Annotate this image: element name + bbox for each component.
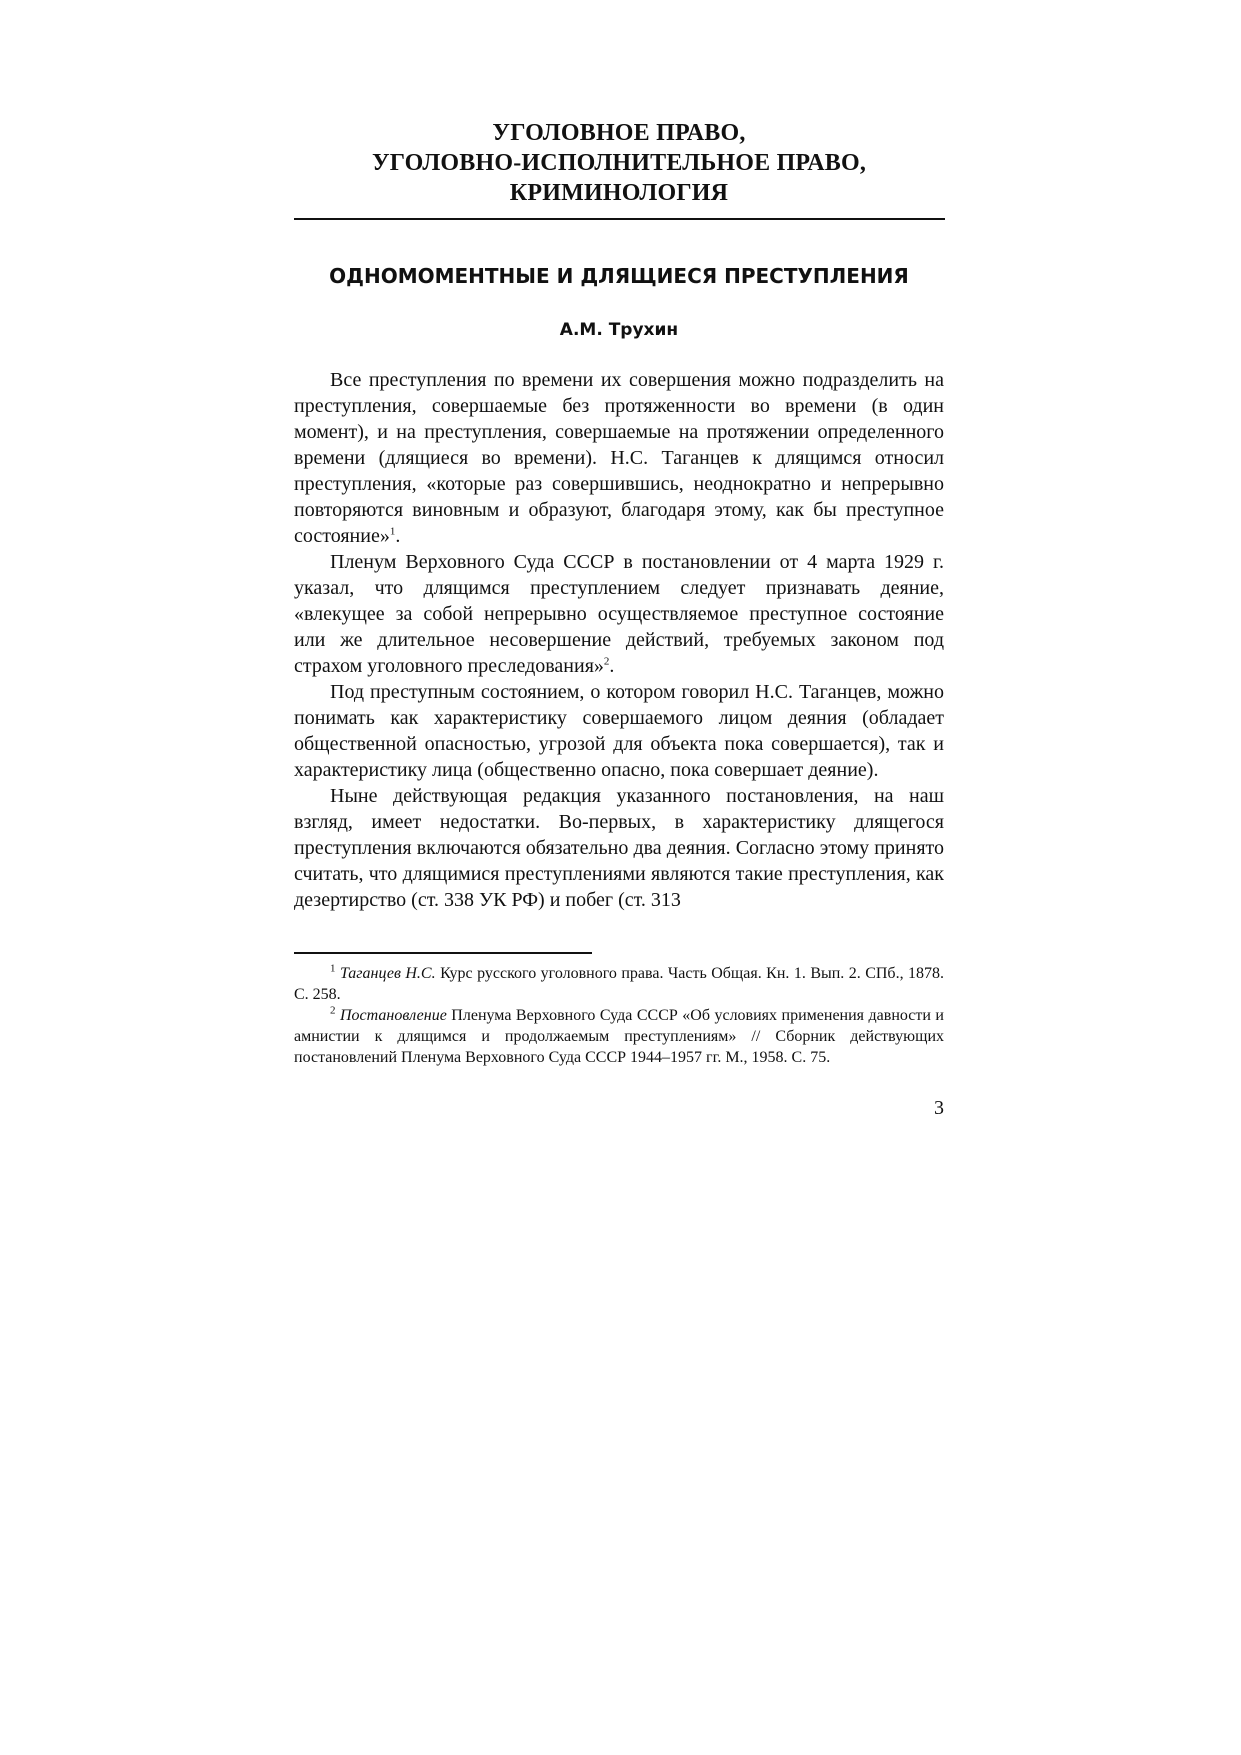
article-body	[294, 367, 944, 913]
section-heading-line-3: КРИМИНОЛОГИЯ	[509, 180, 729, 206]
footnote-italic: Таганцев Н.С.	[339, 965, 436, 982]
paragraph-text: Все преступления по времени их совершения можно подразделить на преступления, совершаемые без протяженности во времени (в один момент), и на преступления, совершаемые на протяжении определенного времени (длящиеся во времени). Н.С. Таганцев к длящимся относил преступления, «которые раз совершившись, неоднократно и непрерывно повторяются виновным и образуют, благодаря этому, как бы преступное состояние»	[294, 369, 944, 547]
paragraph-text: Пленум Верховного Суда СССР в постановлении от 4 марта 1929 г. указал, что длящимся преступлением следует признавать деяние, «влекущее за собой непрерывно осуществляемое преступное состояние или же длительное несовершение действий, требуемых законом под страхом уголовного преследования»	[294, 551, 944, 677]
heading-divider	[294, 218, 945, 220]
paragraph	[294, 679, 944, 783]
section-heading	[294, 118, 944, 208]
footnote	[294, 1005, 944, 1068]
paragraph	[294, 367, 944, 549]
paragraph	[294, 783, 944, 913]
article-author: А.М. Трухин	[559, 320, 679, 340]
footnote	[294, 963, 944, 1005]
page-number: 3	[934, 1097, 944, 1119]
footnote-italic: Постановление	[340, 1007, 447, 1024]
paragraph-text: Ныне действующая редакция указанного постановления, на наш взгляд, имеет недостатки. Во-первых, в характеристику длящегося преступления включаются обязательно два деяния. Согласно этому принято считать, что длящимися преступлениями являются такие преступления, как дезертирство (ст. 338 УК РФ) и побег (ст. 313	[294, 785, 944, 911]
paragraph	[294, 549, 944, 679]
footnote-text: Курс русского уголовного права. Часть Общая. Кн. 1. Вып. 2. СПб., 1878. С. 258.	[294, 965, 945, 1003]
paragraph-tail: .	[395, 525, 401, 547]
footnote-divider	[294, 952, 592, 954]
article-title: ОДНОМОМЕНТНЫЕ И ДЛЯЩИЕСЯ ПРЕСТУПЛЕНИЯ	[329, 264, 909, 288]
footnote-number: 2	[330, 1004, 336, 1017]
footnotes	[294, 963, 944, 1068]
footnote-number: 1	[330, 962, 336, 975]
section-heading-line-1: УГОЛОВНОЕ ПРАВО,	[492, 120, 746, 146]
footnote-ref[interactable]: 1	[389, 525, 396, 538]
paragraph-tail: .	[609, 655, 615, 677]
footnote-text: Пленума Верховного Суда СССР «Об условиях применения давности и амнистии к длящимся и продолжаемым преступлениям» // Сборник действующих постановлений Пленума Верховного Суда СССР 1944–1957 гг. М., 1958. С. 75.	[294, 1007, 944, 1066]
footnote-ref[interactable]: 2	[603, 655, 610, 668]
paragraph-text: Под преступным состоянием, о котором говорил Н.С. Таганцев, можно понимать как характеристику совершаемого лицом деяния (обладает общественной опасностью, угрозой для объекта пока совершается), так и характеристику лица (общественно опасно, пока совершает деяние).	[294, 681, 944, 781]
section-heading-line-2: УГОЛОВНО-ИСПОЛНИТЕЛЬНОЕ ПРАВО,	[371, 150, 867, 176]
